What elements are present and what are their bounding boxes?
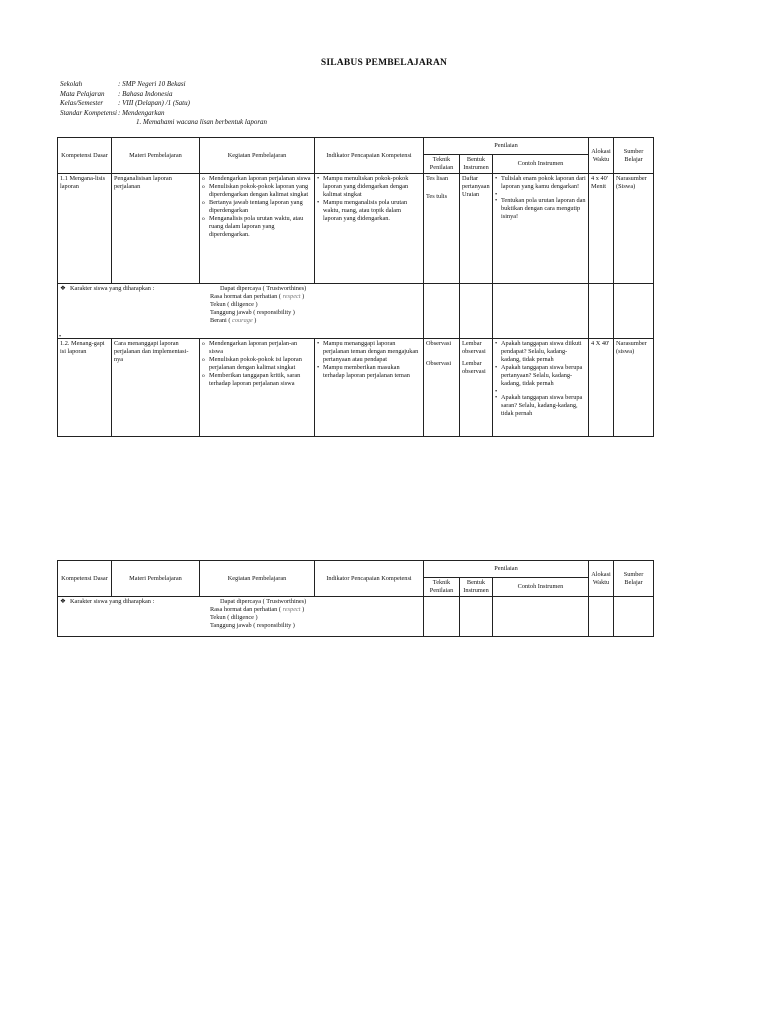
- header-materi: Materi Pembelajaran: [112, 138, 200, 174]
- teknik-value: Tes lisan: [426, 175, 449, 182]
- karakter-respect: respect: [282, 606, 301, 613]
- mapel-value: : Bahasa Indonesia: [118, 89, 173, 98]
- karakter-row: [58, 597, 654, 637]
- list-item: o Mendengarkan laporan perjalanan siswa: [202, 175, 312, 183]
- kd-cell: 1.2. Menang-gapi isi laporan: [58, 339, 112, 437]
- header-alokasi: Alokasi Waktu: [589, 138, 614, 174]
- page-title: SILABUS PEMBELAJARAN: [320, 58, 448, 68]
- bentuk-value: Lembar observasi: [462, 340, 486, 355]
- list-item: • Mampu menuliskan pokok-pokok laporan yang didengarkan dengan kalimat singkat: [317, 175, 421, 199]
- karakter-item: Dapat dipercaya ( Trustworthines): [220, 598, 307, 605]
- list-item: o Menuliskan pokok-pokok laporan yang diperdengarkan dengan kalimat singkat: [202, 183, 312, 199]
- teknik-value: Observasi: [426, 340, 452, 347]
- sk-label: Standar Kompetensi: [60, 108, 117, 117]
- karakter-item: Tanggung jawab ( responsibility ): [210, 622, 295, 629]
- karakter-row: [58, 284, 654, 339]
- alokasi-cell: 4 X 40': [589, 339, 614, 437]
- header-contoh: Contoh Instrumen: [493, 578, 589, 597]
- contoh-cell: [493, 174, 589, 284]
- sekolah-label: Sekolah: [60, 80, 83, 88]
- diamond-bullet-icon: ❖: [60, 598, 66, 605]
- list-item: • Mampu memberikan masukan terhadap laporan perjalanan teman: [317, 364, 421, 380]
- header-kegiatan: Kegiatan Pembelajaran: [200, 138, 315, 174]
- header-kompetensi-dasar: Kompetensi Dasar: [58, 561, 112, 597]
- karakter-item: Tekun ( diligence ): [210, 301, 258, 308]
- header-row: [58, 138, 654, 155]
- header-teknik: Teknik Penilaian: [424, 578, 460, 597]
- karakter-courage: courage: [232, 317, 253, 324]
- karakter-cell: ❖ Karakter siswa yang diharapkan : Dapat dipercaya ( Trustworthines) Rasa hormat dan perhatian ( respect ) Tekun ( diligence ) Tanggung jawab ( responsibility ): [58, 597, 424, 637]
- materi-cell: Penganalisisan laporan perjalanan: [112, 174, 200, 284]
- bentuk-cell: [460, 174, 493, 284]
- header-row: [58, 561, 654, 578]
- kd-cell: 1.1 Mengana-lisis laporan: [58, 174, 112, 284]
- sumber-cell: Narasumber (Siswa): [614, 174, 654, 284]
- header-materi: Materi Pembelajaran: [112, 561, 200, 597]
- list-item: o Menuliskan pokok-pokok isi laporan perjalanan dengan kalimat singkat: [202, 356, 312, 372]
- materi-cell: Cara menanggapi laporan perjalanan dan implementasi- nya: [112, 339, 200, 437]
- sk-item: 1. Memahami wacana lisan berbentuk laporan: [136, 118, 268, 126]
- header-penilaian: Penilaian: [424, 561, 589, 578]
- header-kompetensi-dasar: Kompetensi Dasar: [58, 138, 112, 174]
- karakter-label: Karakter siswa yang diharapkan :: [70, 285, 155, 292]
- sk-value: : Mendengarkan: [118, 108, 165, 117]
- header-contoh: Contoh Instrumen: [493, 155, 589, 174]
- kegiatan-cell: [200, 339, 315, 437]
- list-item: • Apakah tanggapan siswa diikuti pendapat? Selalu, kadang-kadang, tidak pernah: [495, 340, 586, 364]
- karakter-label: Karakter siswa yang diharapkan :: [70, 598, 155, 605]
- teknik-cell: [424, 174, 460, 284]
- header-alokasi: Alokasi Waktu: [589, 561, 614, 597]
- karakter-item: Dapat dipercaya ( Trustworthines): [220, 285, 307, 292]
- syllabus-table-1: [57, 137, 654, 437]
- kegiatan-cell: [200, 174, 315, 284]
- karakter-item: Tekun ( diligence ): [210, 614, 258, 621]
- header-indikator: Indikator Pencapaian Kompetensi: [315, 561, 424, 597]
- list-item: o Memberikan tanggapan kritik, saran terhadap laporan perjalanan siswa: [202, 372, 312, 388]
- list-item: • Tentukan pola urutan laporan dan buktikan dengan cara mengutip isinya!: [495, 197, 586, 221]
- list-item: • Mampu menganalisis pola urutan waktu, ruang, atau topik dalam laporan yang didengarkan.: [317, 199, 421, 223]
- header-penilaian: Penilaian: [424, 138, 589, 155]
- header-kegiatan: Kegiatan Pembelajaran: [200, 561, 315, 597]
- karakter-cell: ❖ Karakter siswa yang diharapkan : Dapat dipercaya ( Trustworthines) Rasa hormat dan perhatian ( respect ) Tekun ( diligence ) Tanggung jawab ( responsibility ) Berani ( courage ): [58, 284, 424, 339]
- syllabus-table-2: [57, 560, 654, 637]
- header-sumber: Sumber Belajar: [614, 138, 654, 174]
- list-item: o Mendengarkan laporan perjalan-an siswa: [202, 340, 312, 356]
- header-indikator: Indikator Pencapaian Kompetensi: [315, 138, 424, 174]
- header-sumber: Sumber Belajar: [614, 561, 654, 597]
- karakter-item: Rasa hormat dan perhatian (: [210, 606, 281, 613]
- karakter-item: Tanggung jawab ( responsibility ): [210, 309, 295, 316]
- indikator-cell: [315, 339, 424, 437]
- bentuk-value: Lembar observasi: [462, 360, 486, 375]
- contoh-cell: [493, 339, 589, 437]
- list-item: • Mampu menanggapi laporan perjalanan teman dengan mengajukan pertanyaan atau pendapat: [317, 340, 421, 364]
- table-row: [58, 339, 654, 437]
- indikator-cell: [315, 174, 424, 284]
- bentuk-value: Uraian: [462, 191, 480, 198]
- teknik-value: Tes tulis: [426, 193, 448, 200]
- kelas-value: : VIII (Delapan) /1 (Satu): [118, 99, 190, 107]
- list-item: o Menganalisis pola urutan waktu, atau ruang dalam laporan yang diperdengarkan.: [202, 215, 312, 239]
- table-row: [58, 174, 654, 284]
- mapel-label: Mata Pelajaran: [60, 89, 105, 98]
- header-teknik: Teknik Penilaian: [424, 155, 460, 174]
- list-item: o Bertanya jawab tentang laporan yang diperdengarkan: [202, 199, 312, 215]
- document-meta: [60, 80, 267, 128]
- list-item: • Apakah tanggapan siswa berupa saran? Selalu, kadang-kadang, tidak pernah: [495, 394, 586, 418]
- karakter-item: Berani (: [210, 317, 231, 324]
- stray-bullet: •: [59, 334, 62, 340]
- header-bentuk: Bentuk Instrumen: [460, 578, 493, 597]
- list-item: • Tulislah enam pokok laporan dari laporan yang kamu dengarkan!: [495, 175, 586, 191]
- bentuk-cell: [460, 339, 493, 437]
- kelas-label: Kelas/Semester: [60, 99, 104, 107]
- teknik-cell: [424, 339, 460, 437]
- sekolah-value: : SMP Negeri 10 Bekasi: [118, 80, 186, 88]
- karakter-respect: respect: [282, 293, 301, 300]
- sumber-cell: Narasumber (siswa): [614, 339, 654, 437]
- bentuk-value: Daftar pertanyaan: [462, 175, 490, 190]
- list-item: • Apakah tanggapan siswa berupa pertanyaan? Selalu, kadang-kadang, tidak pernah: [495, 364, 586, 388]
- diamond-bullet-icon: ❖: [60, 285, 66, 292]
- teknik-value: Observasi: [426, 360, 452, 367]
- karakter-item: Rasa hormat dan perhatian (: [210, 293, 281, 300]
- alokasi-cell: 4 x 40' Menit: [589, 174, 614, 284]
- header-bentuk: Bentuk Instrumen: [460, 155, 493, 174]
